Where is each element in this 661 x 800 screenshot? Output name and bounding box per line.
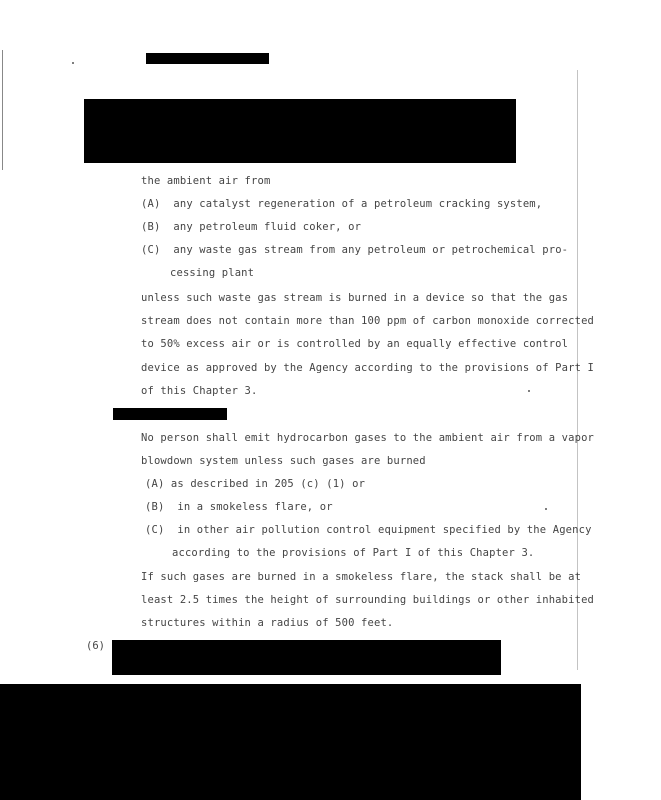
- scan-speck: [545, 508, 547, 510]
- list-b-item-c-text: in other air pollution control equipment specified by the Agency: [177, 524, 592, 536]
- top-fragment: the ambient air from: [141, 175, 271, 187]
- list-a-item-b-text: any petroleum fluid coker, or: [173, 221, 362, 233]
- list-b-item-a: [145, 478, 365, 490]
- list-b-item-a-text: as described in 205 (c) (1) or: [170, 478, 366, 490]
- list-b-item-a-label: (A): [145, 478, 165, 490]
- redaction-bar-subheading: [113, 408, 227, 420]
- redaction-block-heading: [84, 99, 516, 163]
- para-2-line-2: blowdown system unless such gases are burned: [141, 455, 426, 467]
- list-a-item-b: [141, 221, 361, 233]
- scan-speck: [528, 390, 530, 392]
- list-a-item-a-label: (A): [141, 198, 161, 210]
- para-1-line-2: stream does not contain more than 100 ppm of carbon monoxide corrected: [141, 315, 595, 327]
- redaction-bar-section-6: [112, 640, 501, 675]
- list-a-item-b-label: (B): [141, 221, 161, 233]
- section-6-label: (6): [86, 640, 105, 652]
- list-b-item-b-label: (B): [145, 501, 165, 513]
- para-1-line-4: device as approved by the Agency according to the provisions of Part I: [141, 362, 595, 374]
- page-left-edge: [2, 50, 3, 170]
- para-3-line-1: If such gases are burned in a smokeless flare, the stack shall be at: [141, 571, 582, 583]
- list-a-item-c-label: (C): [141, 244, 161, 256]
- list-a-item-a-text: any catalyst regeneration of a petroleum cracking system,: [173, 198, 543, 210]
- list-a-item-c-continuation: cessing plant: [170, 267, 255, 279]
- para-2-line-1: No person shall emit hydrocarbon gases to the ambient air from a vapor: [141, 432, 595, 444]
- redaction-block-bottom: [0, 684, 581, 800]
- list-b-item-b: [145, 501, 333, 513]
- list-b-item-c-continuation: according to the provisions of Part I of this Chapter 3.: [172, 547, 535, 559]
- list-a-item-c-text: any waste gas stream from any petroleum or petrochemical pro-: [173, 244, 569, 256]
- list-b-item-c: [145, 524, 592, 536]
- redaction-bar-header-small: [146, 53, 269, 64]
- para-1-line-5: of this Chapter 3.: [141, 385, 258, 397]
- para-3-line-3: structures within a radius of 500 feet.: [141, 617, 394, 629]
- list-a-item-c: [141, 244, 568, 256]
- para-3-line-2: least 2.5 times the height of surrounding buildings or other inhabited: [141, 594, 595, 606]
- list-b-item-c-label: (C): [145, 524, 165, 536]
- list-a-item-a: [141, 198, 542, 210]
- para-1-line-1: unless such waste gas stream is burned in a device so that the gas: [141, 292, 569, 304]
- para-1-line-3: to 50% excess air or is controlled by an equally effective control: [141, 338, 569, 350]
- list-b-item-b-text: in a smokeless flare, or: [177, 501, 333, 513]
- scan-speck: [72, 62, 74, 64]
